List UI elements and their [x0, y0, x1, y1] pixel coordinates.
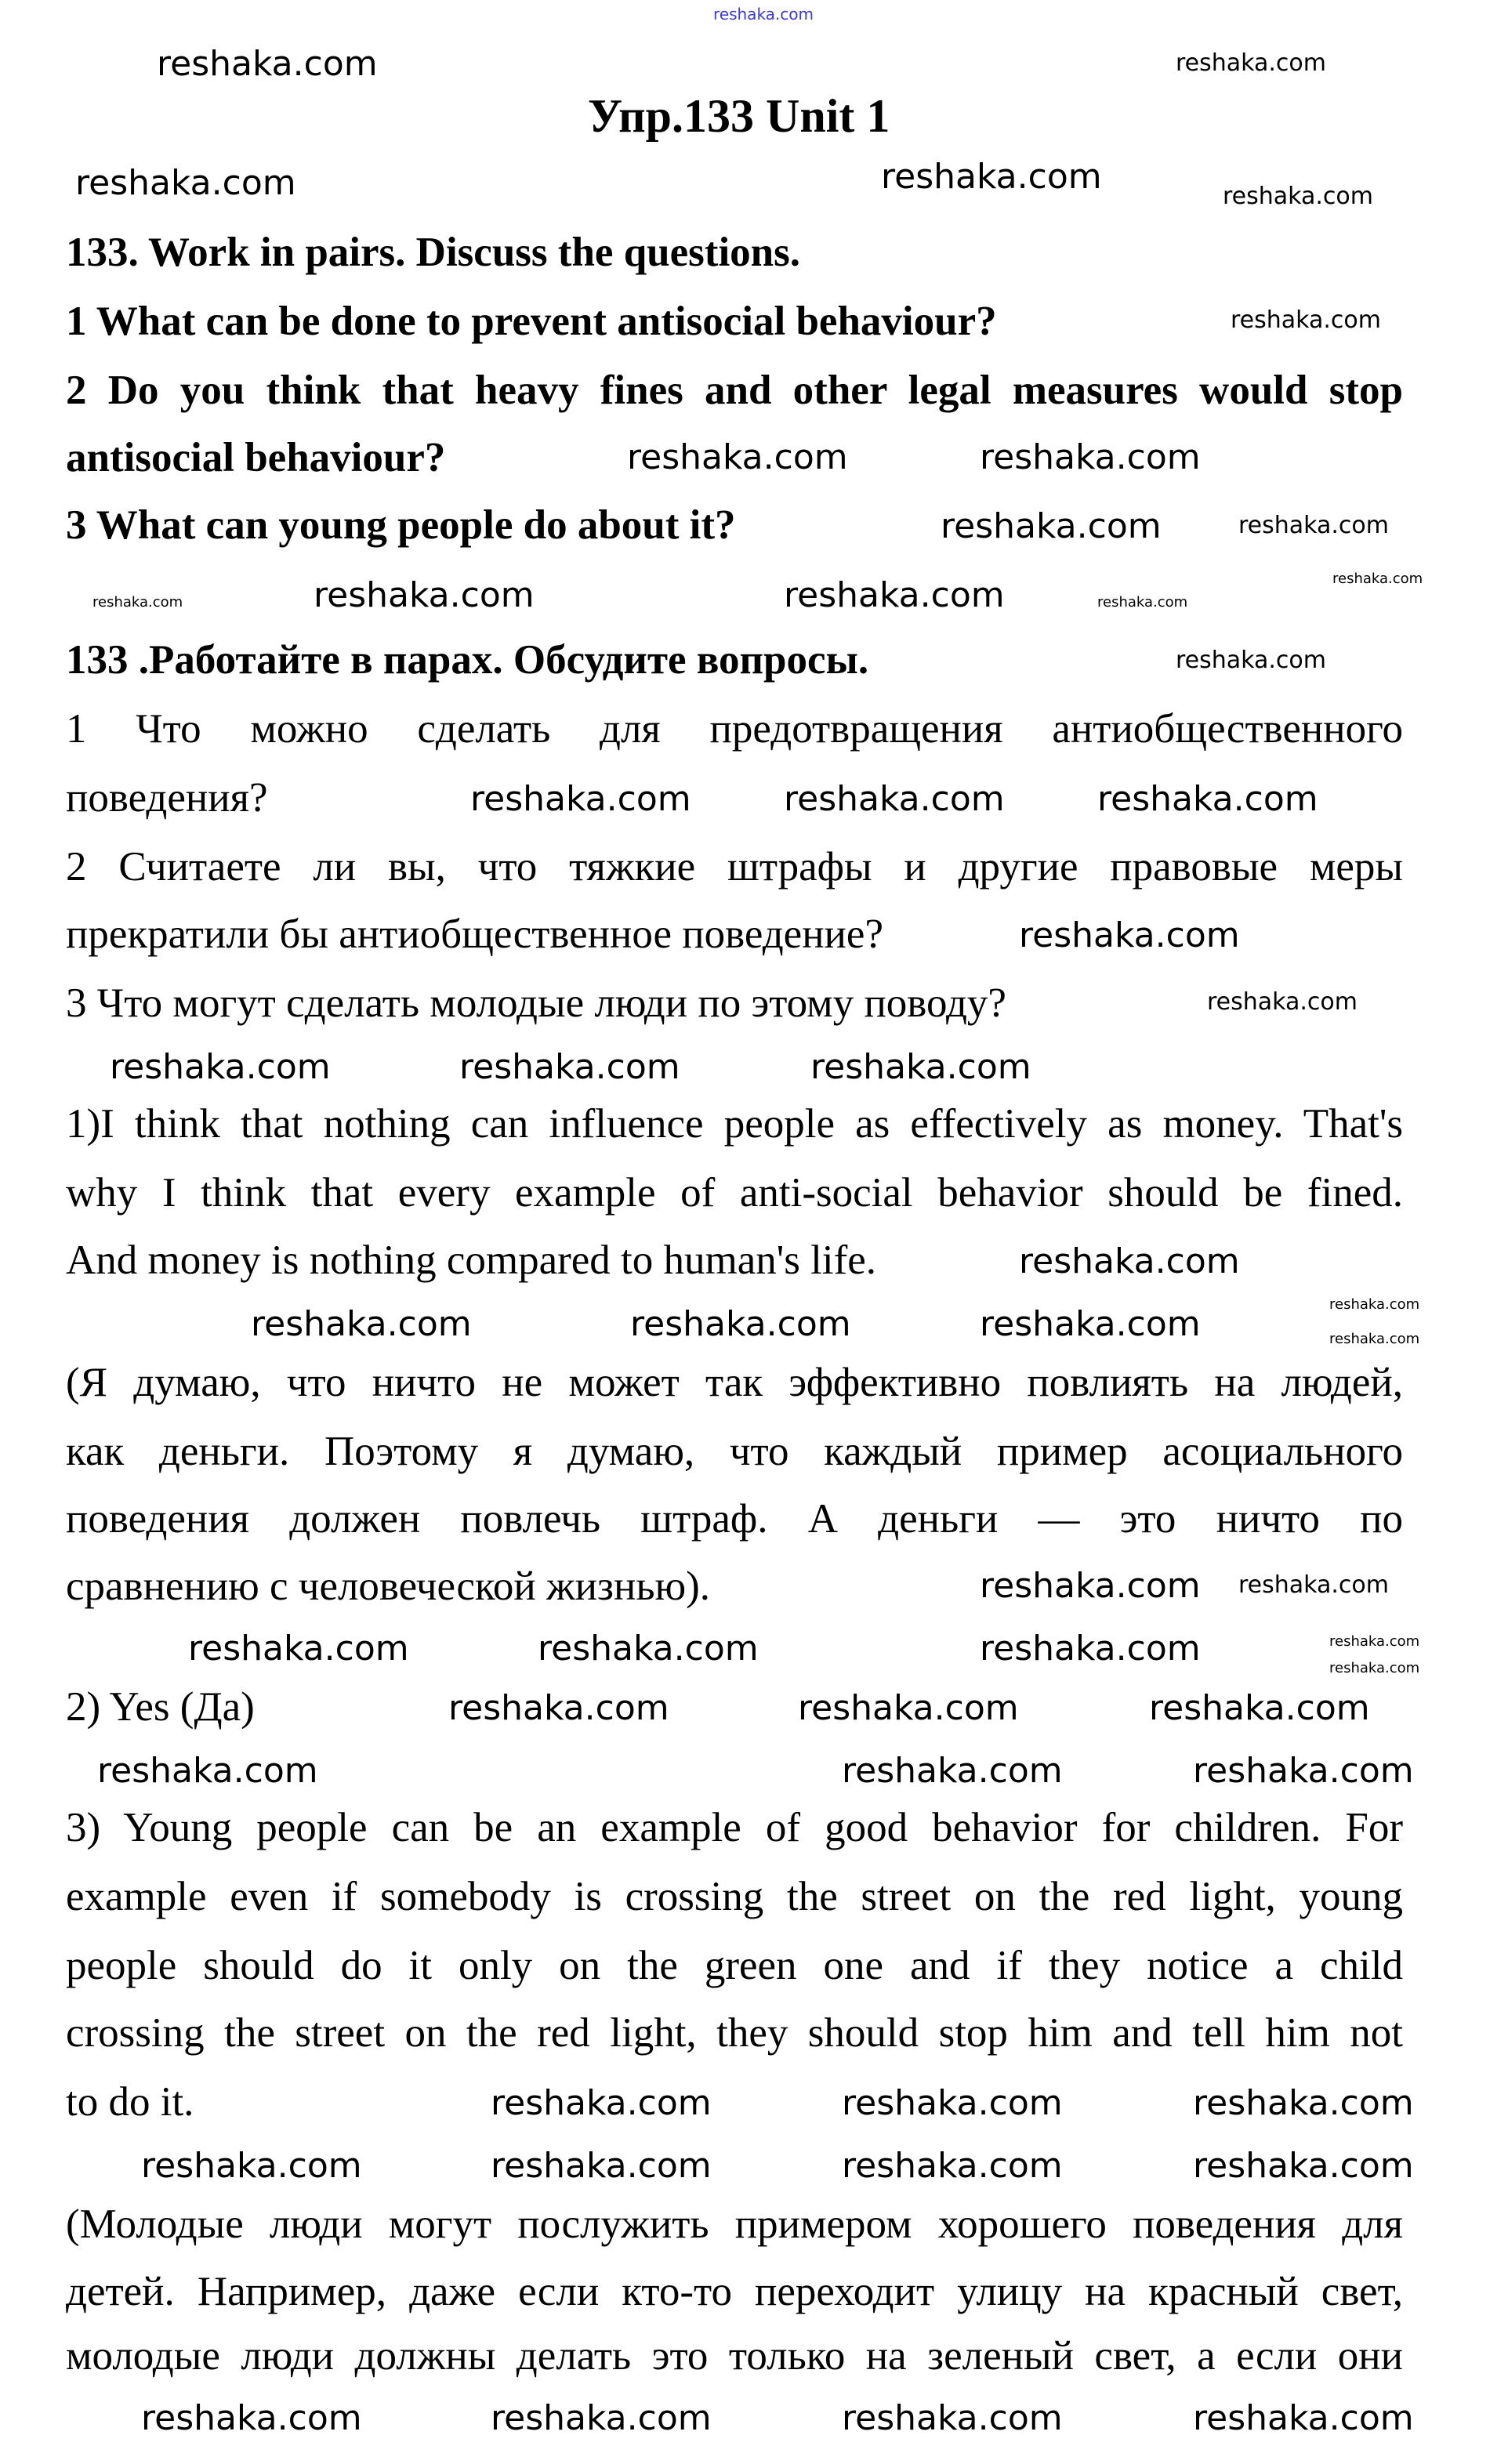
watermark: reshaka.com [842, 2398, 1063, 2438]
english-question: 1 What can be done to prevent antisocial behaviour? [66, 299, 997, 344]
watermark: reshaka.com [784, 779, 1005, 819]
watermark: reshaka.com [1193, 2083, 1414, 2123]
watermark: reshaka.com [1176, 647, 1326, 674]
watermark: reshaka.com [75, 163, 296, 203]
watermark: reshaka.com [1231, 306, 1381, 334]
answer3-translation-line: (Молодые люди могут послужить примером хорошего поведения для [66, 2201, 1403, 2247]
watermark: reshaka.com [188, 1629, 409, 1669]
watermark: reshaka.com [314, 575, 535, 615]
watermark: reshaka.com [110, 1047, 331, 1087]
watermark: reshaka.com [141, 2146, 362, 2186]
watermark: reshaka.com [141, 2398, 362, 2438]
watermark: reshaka.com [1329, 1633, 1420, 1650]
watermark: reshaka.com [842, 2083, 1063, 2123]
answer3-line: people should do it only on the green one and if they notice a child [66, 1943, 1403, 1988]
russian-question: поведения? [66, 775, 268, 821]
answer1-translation-line: (Я думаю, что ничто не может так эффективно повлиять на людей, [66, 1360, 1403, 1405]
watermark: reshaka.com [1193, 2146, 1414, 2186]
answer1-translation-line: поведения должен повлечь штраф. А деньги — это ничто по [66, 1496, 1403, 1542]
watermark: reshaka.com [980, 437, 1201, 477]
watermark: reshaka.com [538, 1629, 759, 1669]
answer3-translation-line: детей. Например, даже если кто-то переходит улицу на красный свет, [66, 2269, 1403, 2314]
watermark: reshaka.com [1329, 1331, 1420, 1347]
watermark: reshaka.com [491, 2146, 712, 2186]
answer3-line: crossing the street on the red light, they should stop him and tell him not [66, 2010, 1403, 2056]
watermark: reshaka.com [1176, 49, 1326, 77]
watermark: reshaka.com [459, 1047, 680, 1087]
watermark: reshaka.com [157, 44, 378, 84]
russian-task-heading: 133 .Работайте в парах. Обсудите вопросы. [66, 637, 869, 683]
watermark: reshaka.com [784, 575, 1005, 615]
english-question: antisocial behaviour? [66, 435, 446, 480]
watermark: reshaka.com [491, 2083, 712, 2123]
answer1-translation-line: сравнению с человеческой жизнью). [66, 1564, 710, 1609]
english-question: 2 Do you think that heavy fines and other legal measures would stop [66, 368, 1403, 413]
watermark: reshaka.com [842, 1751, 1063, 1791]
watermark: reshaka.com [941, 506, 1162, 546]
watermark: reshaka.com [980, 1629, 1201, 1669]
page-title: Упр.133 Unit 1 [588, 90, 890, 142]
watermark: reshaka.com [1149, 1688, 1370, 1728]
watermark: reshaka.com [1097, 779, 1318, 819]
watermark: reshaka.com [1193, 1751, 1414, 1791]
answer3-line: example even if somebody is crossing the street on the red light, young [66, 1874, 1403, 1919]
answer3-translation-line: молодые люди должны делать это только на зеленый свет, а если они [66, 2333, 1403, 2379]
answer1-line: 1)I think that nothing can influence people as effectively as money. That's [66, 1101, 1403, 1147]
answer1-translation-line: как деньги. Поэтому я думаю, что каждый пример асоциального [66, 1429, 1403, 1474]
watermark: reshaka.com [1238, 1571, 1389, 1599]
answer1-line: why I think that every example of anti-social behavior should be fined. [66, 1170, 1403, 1216]
watermark: reshaka.com [1223, 183, 1373, 210]
watermark: reshaka.com [470, 779, 691, 819]
watermark: reshaka.com [1019, 915, 1240, 955]
site-watermark-link[interactable]: reshaka.com [713, 5, 814, 24]
watermark: reshaka.com [1238, 512, 1389, 539]
watermark: reshaka.com [1329, 1296, 1420, 1313]
answer3-line: to do it. [66, 2079, 194, 2125]
watermark: reshaka.com [980, 1304, 1201, 1344]
watermark: reshaka.com [1207, 988, 1358, 1016]
watermark: reshaka.com [1019, 1241, 1240, 1281]
russian-question: 3 Что могут сделать молодые люди по этому поводу? [66, 980, 1006, 1026]
watermark: reshaka.com [1193, 2398, 1414, 2438]
watermark: reshaka.com [251, 1304, 472, 1344]
watermark: reshaka.com [1329, 1660, 1420, 1676]
watermark: reshaka.com [97, 1751, 318, 1791]
answer3-line: 3) Young people can be an example of good behavior for children. For [66, 1805, 1403, 1850]
watermark: reshaka.com [798, 1688, 1019, 1728]
answer2: 2) Yes (Да) [66, 1684, 255, 1730]
answer1-line: And money is nothing compared to human's life. [66, 1237, 877, 1283]
watermark: reshaka.com [630, 1304, 851, 1344]
watermark: reshaka.com [842, 2146, 1063, 2186]
watermark: reshaka.com [881, 157, 1102, 197]
russian-question: 2 Считаете ли вы, что тяжкие штрафы и другие правовые меры [66, 844, 1403, 890]
watermark: reshaka.com [1097, 594, 1188, 611]
russian-question: прекратили бы антиобщественное поведение? [66, 911, 883, 957]
watermark: reshaka.com [491, 2398, 712, 2438]
english-question: 3 What can young people do about it? [66, 502, 736, 548]
watermark: reshaka.com [448, 1688, 669, 1728]
watermark: reshaka.com [1332, 571, 1423, 587]
watermark: reshaka.com [627, 437, 848, 477]
watermark: reshaka.com [92, 594, 183, 611]
english-task-heading: 133. Work in pairs. Discuss the questions. [66, 230, 801, 275]
watermark: reshaka.com [810, 1047, 1031, 1087]
russian-question: 1 Что можно сделать для предотвращения антиобщественного [66, 706, 1403, 752]
watermark: reshaka.com [980, 1566, 1201, 1606]
